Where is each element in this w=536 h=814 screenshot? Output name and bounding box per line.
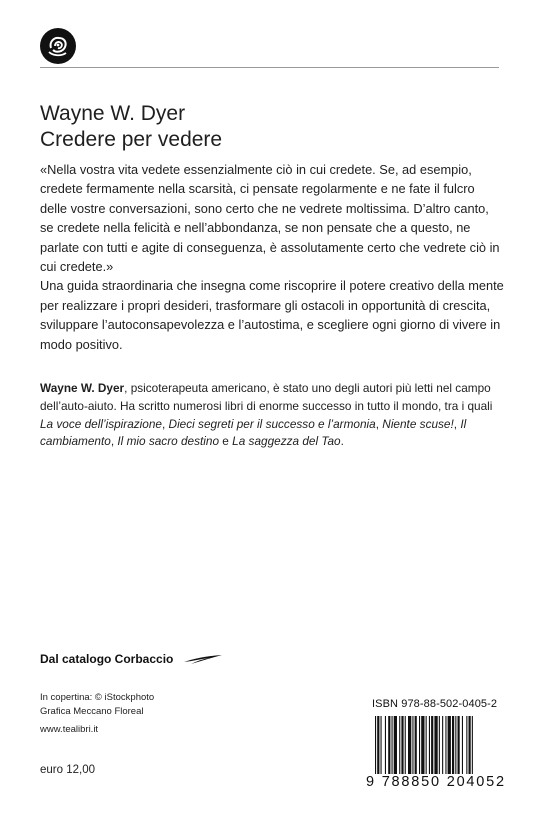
bio-separator: , <box>453 416 461 431</box>
back-cover-blurb <box>40 160 504 354</box>
swoosh-icon <box>183 653 223 665</box>
bio-separator: e <box>219 434 233 449</box>
catalog-label: Dal catalogo Corbaccio <box>40 652 174 666</box>
catalog-line <box>40 652 223 666</box>
isbn-label: ISBN 978-88-502-0405-2 <box>372 698 498 710</box>
bio-book-title: Il cambiamento <box>40 416 467 449</box>
author-name: Wayne W. Dyer <box>40 102 186 125</box>
rose-icon <box>40 28 76 64</box>
cover-photo-credit: In copertina: © iStockphoto <box>40 692 155 703</box>
bio-separator: , <box>375 416 383 431</box>
header-rule <box>40 67 499 68</box>
bio-name: Wayne W. Dyer <box>40 381 125 395</box>
bio-separator: , <box>161 416 169 431</box>
bio-end: . <box>340 434 344 449</box>
barcode-digits: 9 788850 204052 <box>366 774 506 790</box>
blurb-quote: «Nella vostra vita vedete essenzialmente ciò in cui credete. Se, ad esempio, credete fermamente nella scarsità, ci pensate regolarmente e ne fate il fulcro delle vostre conversazioni, sono certo che ne vedrete moltissima. D’altro canto, se credete nella felicità e nell’abbondanza, se non pensate che a questo, ne parlate con tutti e agite di conseguenza, è assolutamente certo che vedrete ciò in cui credete.» <box>40 162 500 275</box>
bio-book-title: Dieci segreti per il successo e l’armonia <box>168 416 376 431</box>
bio-book-title: La voce dell’ispirazione <box>40 416 162 431</box>
author-bio <box>40 380 504 451</box>
bio-book-title: Niente scuse! <box>382 416 454 431</box>
price: euro 12,00 <box>40 764 95 776</box>
cover-credits <box>40 691 154 719</box>
publisher-website: www.tealibri.it <box>40 724 99 735</box>
bio-book-title: La saggezza del Tao <box>232 434 341 449</box>
bio-separator: , <box>110 434 118 449</box>
book-title: Credere per vedere <box>40 128 223 151</box>
design-credit: Grafica Meccano Floreal <box>40 706 144 717</box>
blurb-description: Una guida straordinaria che insegna come riscoprire il potere creativo della mente per realizzare i propri desideri, trasformare gli ostacoli in opportunità di crescita, sviluppare l’autoconsapevolezza e l’autostima, e scegliere ogni giorno di vivere in modo positivo. <box>40 278 504 352</box>
bio-text: , psicoterapeuta americano, è stato uno degli autori più letti nel campo dell’auto-aiuto. Ha scritto numerosi libri di enorme successo in tutto il mondo, tra i quali <box>40 381 493 413</box>
bio-book-title: Il mio sacro destino <box>117 434 220 449</box>
